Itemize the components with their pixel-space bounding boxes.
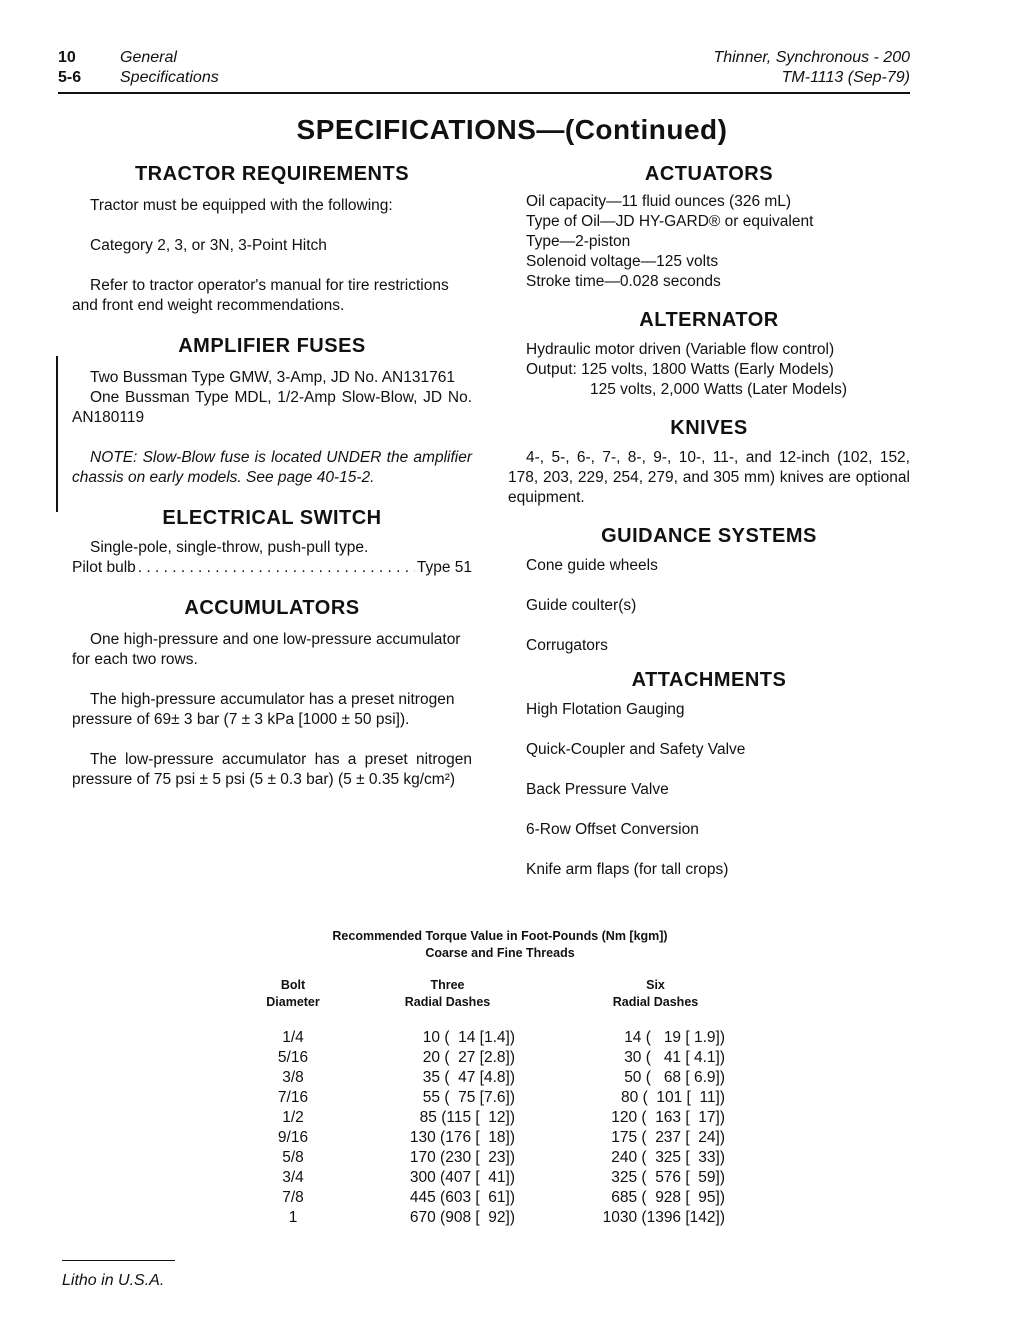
bolt-diameter: 5/8: [282, 1149, 304, 1166]
header-rule: [58, 92, 910, 94]
torque-title-line-1: Recommended Torque Value in Foot-Pounds (Nm [kgm]): [332, 929, 668, 943]
page-title: SPECIFICATIONS—(Continued): [296, 114, 728, 145]
tractor-text-1: Tractor must be equipped with the following:: [90, 197, 393, 214]
bolt-diameter: 1/4: [282, 1029, 304, 1046]
alternator-line-2: Output: 125 volts, 1800 Watts (Early Models): [526, 361, 834, 378]
manual-subject: Thinner, Synchronous - 200: [713, 49, 910, 66]
torque-three-dashes: 55 ( 75 [7.6]): [422, 1089, 515, 1106]
header-text: Diameter: [266, 995, 320, 1009]
torque-three-dashes: 85 (115 [ 12]): [419, 1109, 515, 1126]
table-row: [0, 1048, 1024, 1068]
torque-six-dashes: 325 ( 576 [ 59]): [611, 1169, 725, 1186]
torque-title-line-2: Coarse and Fine Threads: [425, 946, 575, 960]
bolt-diameter: 7/16: [277, 1089, 309, 1106]
torque-three-dashes: 10 ( 14 [1.4]): [422, 1029, 515, 1046]
manual-id: TM-1113 (Sep-79): [781, 69, 910, 86]
table-row: [0, 1168, 1024, 1188]
bolt-diameter: 9/16: [277, 1129, 309, 1146]
header-text: Radial Dashes: [612, 995, 699, 1009]
bolt-diameter: 3/4: [282, 1169, 304, 1186]
actuator-line: Type—2-piston: [526, 233, 631, 250]
torque-six-dashes: 120 ( 163 [ 17]): [611, 1109, 725, 1126]
tractor-text-2: Category 2, 3, or 3N, 3-Point Hitch: [90, 237, 327, 254]
torque-six-dashes: 175 ( 237 [ 24]): [611, 1129, 725, 1146]
attachment-item: Back Pressure Valve: [526, 781, 669, 798]
torque-three-dashes: 670 (908 [ 92]): [409, 1209, 515, 1226]
knives-heading: KNIVES: [670, 417, 748, 439]
fuse-note: NOTE: Slow-Blow fuse is located UNDER the amplifier chassis on early models. See page 40-15-2.: [72, 449, 472, 486]
page-number: 10: [58, 49, 76, 66]
switch-text: Single-pole, single-throw, push-pull type.: [90, 539, 369, 556]
tractor-requirements-heading: TRACTOR REQUIREMENTS: [134, 163, 410, 185]
bolt-diameter: 1: [288, 1209, 298, 1226]
header-text: Six: [646, 978, 665, 992]
torque-six-dashes: 50 ( 68 [ 6.9]): [624, 1069, 725, 1086]
alternator-line-1: Hydraulic motor driven (Variable flow control): [526, 341, 835, 358]
page-header-right: [713, 48, 910, 88]
knives-text: 4-, 5-, 6-, 7-, 8-, 9-, 10-, 11-, and 12-inch (102, 152, 178, 203, 229, 254, 279, and 305 mm) knives are optional equipment.: [508, 449, 910, 506]
accumulators-heading: ACCUMULATORS: [184, 597, 360, 619]
guidance-item: Cone guide wheels: [526, 557, 658, 574]
alternator-text: [508, 340, 910, 400]
table-row: [0, 1068, 1024, 1088]
header-text: Bolt: [280, 978, 306, 992]
guidance-systems-heading: GUIDANCE SYSTEMS: [601, 525, 817, 547]
bolt-diameter: 7/8: [282, 1189, 304, 1206]
torque-six-dashes: 14 ( 19 [ 1.9]): [624, 1029, 725, 1046]
table-row: [0, 1128, 1024, 1148]
header-text: Three: [430, 978, 465, 992]
footer-rule: [62, 1260, 175, 1261]
accumulator-text-3: The low-pressure accumulator has a preset nitrogen pressure of 75 psi ± 5 psi (5 ± 0.3 bar) (5 ± 0.35 kg/cm²): [72, 751, 472, 788]
table-row: [0, 1208, 1024, 1228]
subsection-name: Specifications: [120, 69, 219, 86]
actuator-line: Type of Oil—JD HY-GARD® or equivalent: [526, 213, 814, 230]
actuator-line: Stroke time—0.028 seconds: [526, 273, 721, 290]
bolt-diameter: 5/16: [277, 1049, 309, 1066]
attachment-item: Quick-Coupler and Safety Valve: [526, 741, 746, 758]
bolt-diameter: 1/2: [282, 1109, 304, 1126]
fuse-text-2: One Bussman Type MDL, 1/2-Amp Slow-Blow, JD No. AN180119: [72, 389, 472, 426]
section-name: General: [120, 49, 177, 66]
column-header-three-dashes: [380, 977, 515, 1011]
header-text: Radial Dashes: [404, 995, 491, 1009]
table-row: [0, 1088, 1024, 1108]
accumulator-text-1: One high-pressure and one low-pressure accumulator for each two rows.: [72, 631, 461, 668]
attachments-heading: ATTACHMENTS: [631, 669, 787, 691]
pilot-bulb-value: Type 51: [416, 559, 472, 576]
fuse-text-1: Two Bussman Type GMW, 3-Amp, JD No. AN131761: [90, 369, 455, 386]
table-row: [0, 1148, 1024, 1168]
attachment-item: High Flotation Gauging: [526, 701, 685, 718]
attachments-list: [508, 700, 910, 880]
actuator-line: Solenoid voltage—125 volts: [526, 253, 719, 270]
torque-three-dashes: 170 (230 [ 23]): [409, 1149, 515, 1166]
table-row: [0, 1028, 1024, 1048]
table-row: [0, 1188, 1024, 1208]
torque-three-dashes: 130 (176 [ 18]): [409, 1129, 515, 1146]
attachment-item: Knife arm flaps (for tall crops): [526, 861, 729, 878]
alternator-heading: ALTERNATOR: [639, 309, 779, 331]
torque-three-dashes: 445 (603 [ 61]): [409, 1189, 515, 1206]
table-row: [0, 1108, 1024, 1128]
amplifier-fuses-heading: AMPLIFIER FUSES: [178, 335, 366, 357]
attachment-item: 6-Row Offset Conversion: [526, 821, 699, 838]
column-header-bolt-diameter: [248, 977, 338, 1011]
actuators-heading: ACTUATORS: [644, 163, 774, 185]
left-column: [72, 162, 472, 790]
bolt-diameter: 3/8: [282, 1069, 304, 1086]
actuators-list: [508, 192, 910, 292]
subpage-number: 5-6: [58, 69, 82, 86]
pilot-bulb-label: Pilot bulb: [72, 559, 136, 576]
torque-six-dashes: 240 ( 325 [ 33]): [611, 1149, 725, 1166]
alternator-line-3: 125 volts, 2,000 Watts (Later Models): [590, 381, 848, 398]
torque-six-dashes: 685 ( 928 [ 95]): [611, 1189, 725, 1206]
right-column: [508, 162, 910, 880]
dot-leader: [138, 558, 415, 578]
torque-six-dashes: 30 ( 41 [ 4.1]): [624, 1049, 725, 1066]
actuator-line: Oil capacity—11 fluid ounces (326 mL): [526, 193, 792, 210]
column-header-six-dashes: [583, 977, 728, 1011]
torque-table-title: [0, 928, 1000, 962]
torque-three-dashes: 300 (407 [ 41]): [409, 1169, 515, 1186]
tractor-text-3: Refer to tractor operator's manual for tire restrictions and front end weight recommendations.: [72, 277, 449, 314]
footer-text: Litho in U.S.A.: [62, 1272, 165, 1289]
guidance-item: Guide coulter(s): [526, 597, 637, 614]
change-bar: [56, 356, 58, 512]
accumulator-text-2: The high-pressure accumulator has a preset nitrogen pressure of 69± 3 bar (7 ± 3 kPa [1000 ± 50 psi]).: [72, 691, 455, 728]
page-header-left: [58, 48, 219, 88]
torque-six-dashes: 80 ( 101 [ 11]): [621, 1089, 725, 1106]
guidance-list: [508, 556, 910, 656]
torque-three-dashes: 35 ( 47 [4.8]): [422, 1069, 515, 1086]
pilot-bulb-row: [72, 558, 472, 578]
guidance-item: Corrugators: [526, 637, 608, 654]
torque-six-dashes: 1030 (1396 [142]): [602, 1209, 725, 1226]
electrical-switch-heading: ELECTRICAL SWITCH: [162, 507, 382, 529]
torque-three-dashes: 20 ( 27 [2.8]): [422, 1049, 515, 1066]
